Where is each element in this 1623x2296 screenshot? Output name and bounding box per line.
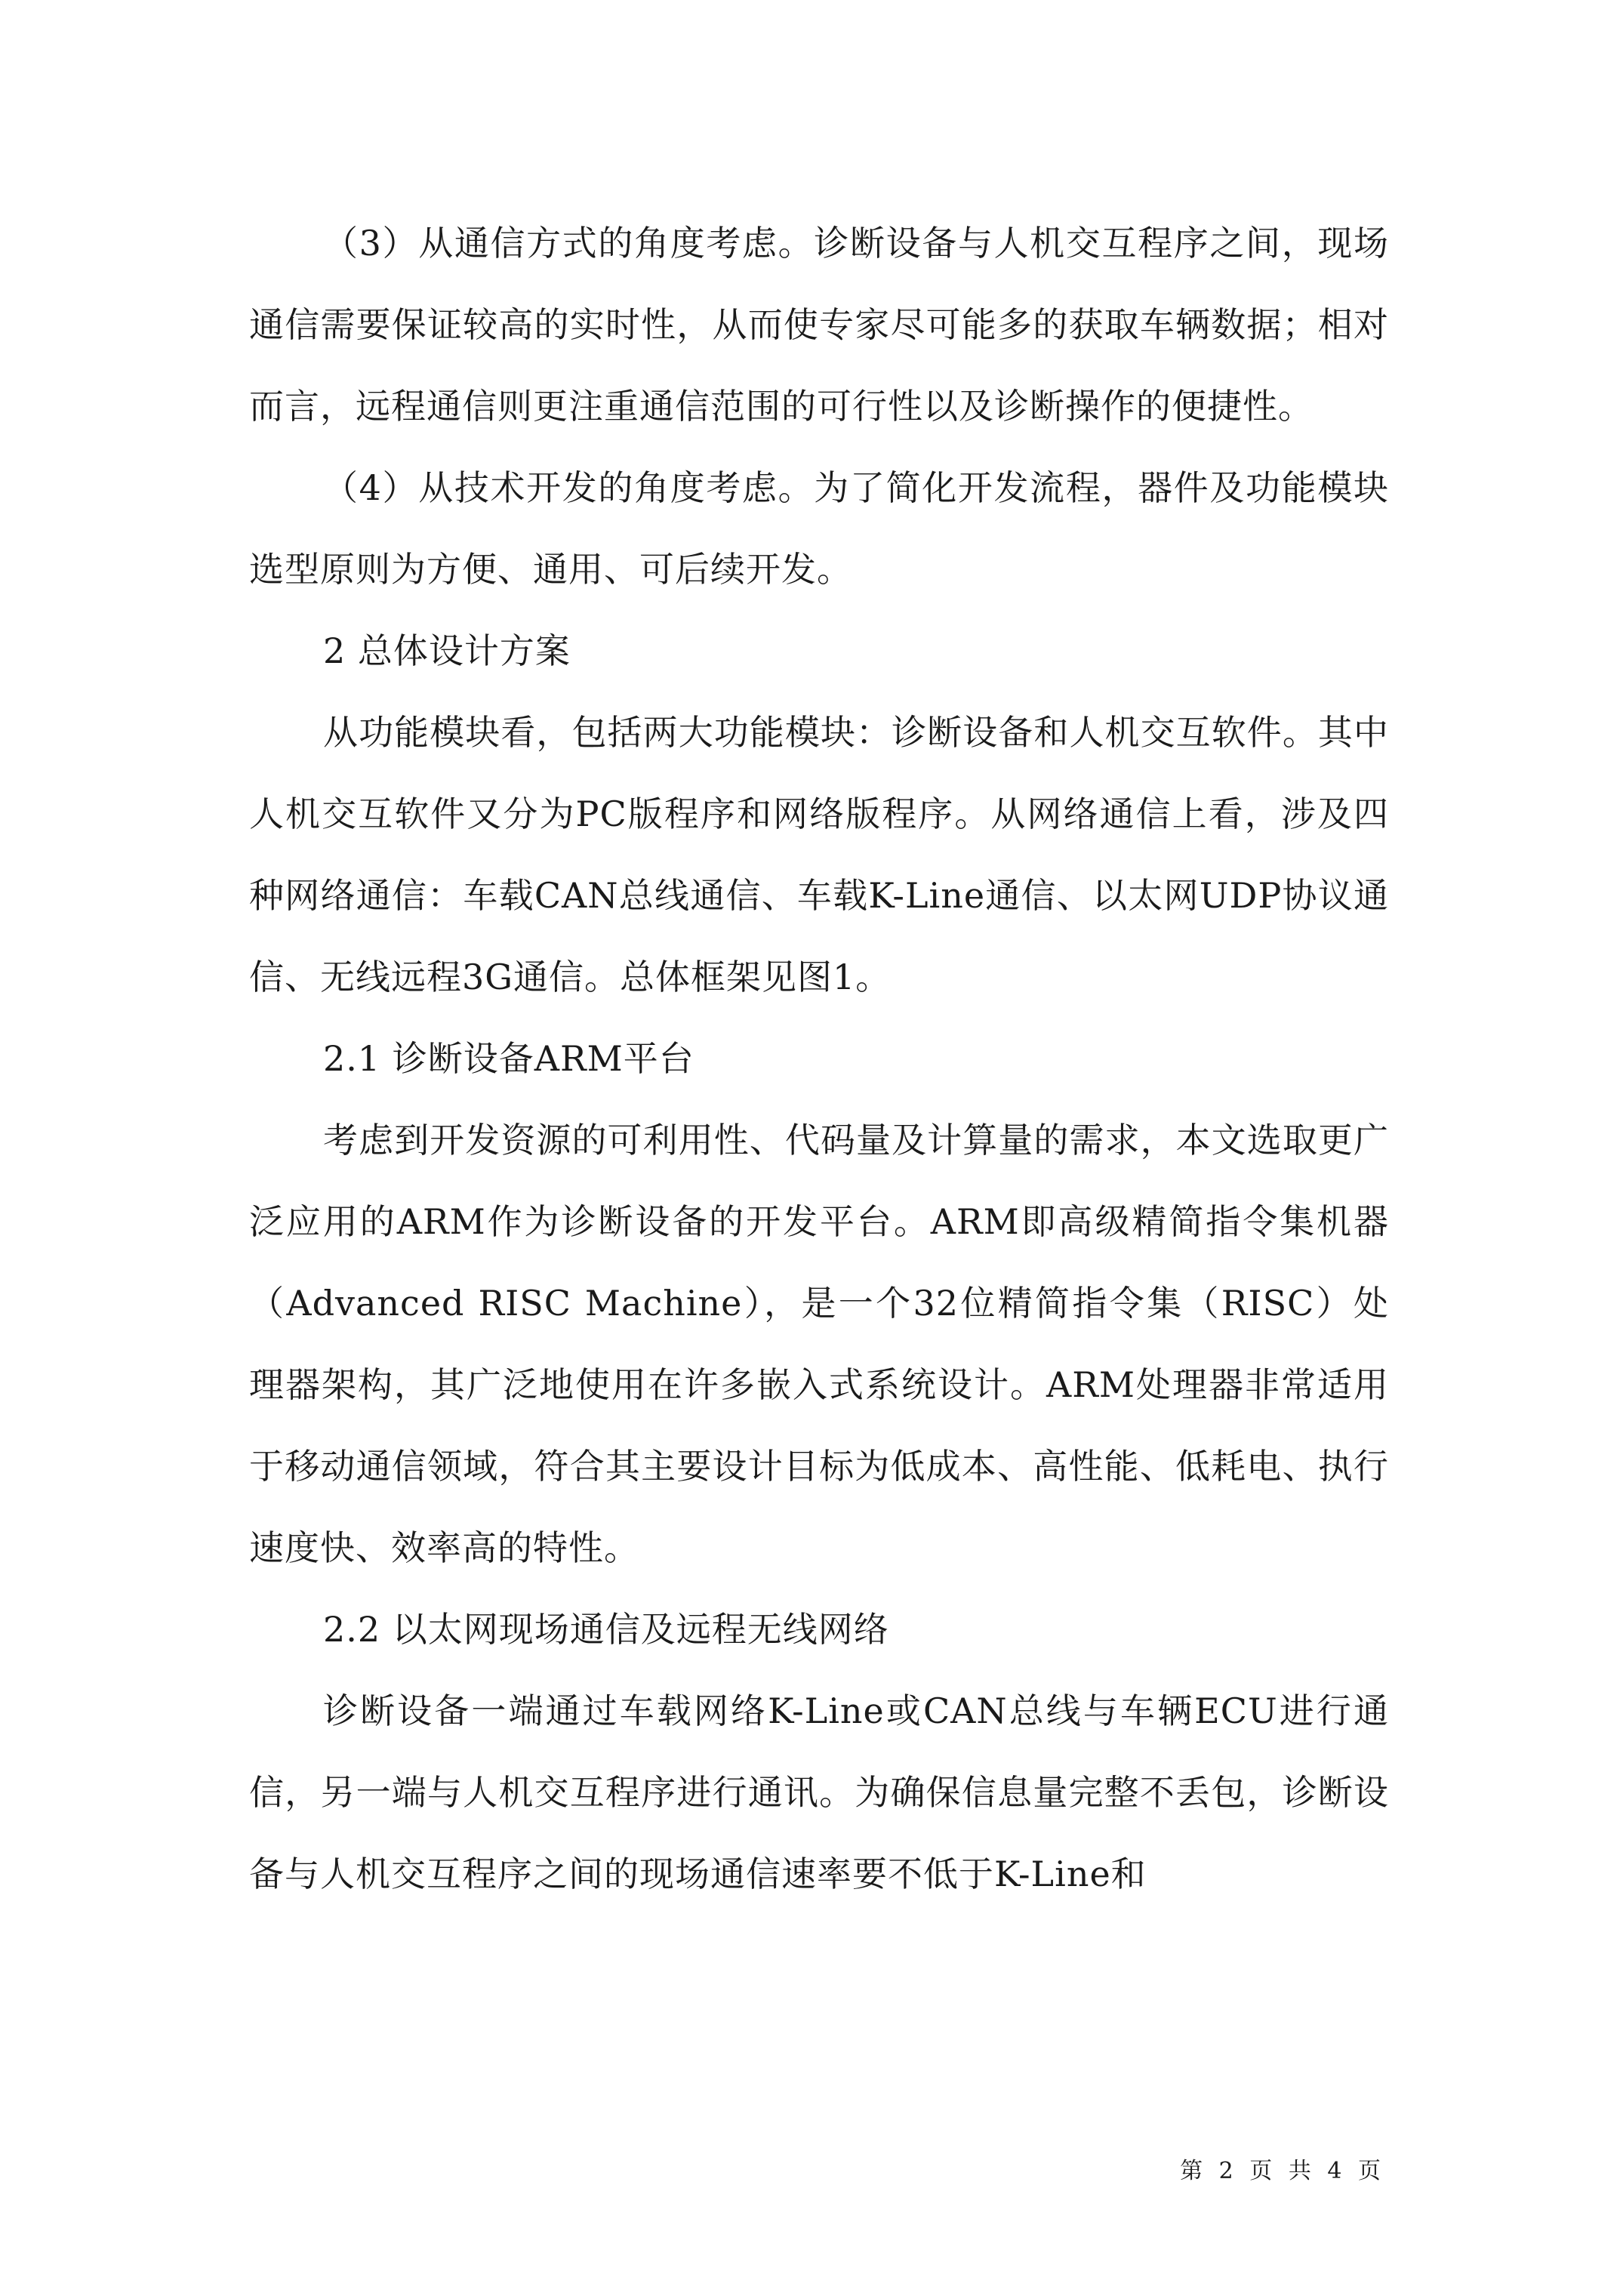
page-body	[249, 202, 1389, 1915]
page-number-footer: 第 2 页 共 4 页	[1180, 2158, 1385, 2184]
section-heading-ethernet-wireless: 2.2 以太网现场通信及远程无线网络	[323, 1609, 889, 1650]
section-heading-arm-platform: 2.1 诊断设备ARM平台	[323, 1038, 694, 1079]
paragraph-technical-development: （4）从技术开发的角度考虑。为了简化开发流程，器件及功能模块选型原则为方便、通用、可后续开发。	[249, 467, 1389, 590]
section-heading-overall-design: 2 总体设计方案	[323, 630, 571, 671]
paragraph-arm-description: 考虑到开发资源的可利用性、代码量及计算量的需求，本文选取更广泛应用的ARM作为诊断设备的开发平台。ARM即高级精简指令集机器（Advanced RISC Machine），是一个32位精简指令集（RISC）处理器架构，其广泛地使用在许多嵌入式系统设计。ARM处理器非常适用于移动通信领域，符合其主要设计目标为低成本、高性能、低耗电、执行速度快、效率高的特性。	[249, 1120, 1389, 1568]
paragraph-diagnostic-communication: 诊断设备一端通过车载网络K-Line或CAN总线与车辆ECU进行通信，另一端与人机交互程序进行通讯。为确保信息量完整不丢包，诊断设备与人机交互程序之间的现场通信速率要不低于K-Line和	[249, 1690, 1389, 1894]
paragraph-functional-modules: 从功能模块看，包括两大功能模块：诊断设备和人机交互软件。其中人机交互软件又分为PC版程序和网络版程序。从网络通信上看，涉及四种网络通信：车载CAN总线通信、车载K-Line通信、以太网UDP协议通信、无线远程3G通信。总体框架见图1。	[249, 712, 1389, 997]
paragraph-communication-mode: （3）从通信方式的角度考虑。诊断设备与人机交互程序之间，现场通信需要保证较高的实时性，从而使专家尽可能多的获取车辆数据；相对而言，远程通信则更注重通信范围的可行性以及诊断操作的便捷性。	[249, 223, 1389, 427]
